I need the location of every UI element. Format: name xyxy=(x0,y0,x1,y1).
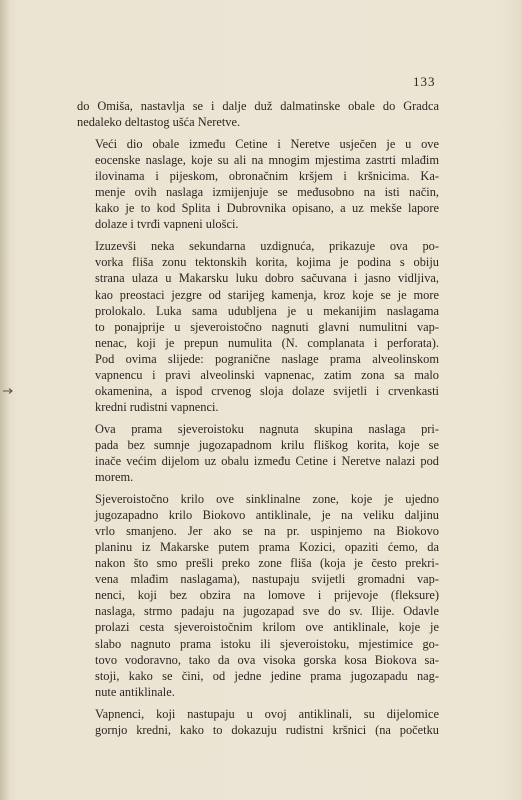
paragraph xyxy=(77,421,439,485)
text-line: slabo nagnuto prama istoku ili sjeveroistoku, mjestimice go- xyxy=(95,636,439,651)
text-line: nenci, koji bez obzira na lomove i prijevoje (fleksure) xyxy=(95,588,439,603)
text-line: do Omiša, nastavlja se i dalje duž dalmatinske obale do Gradca xyxy=(77,99,439,113)
text-line: kao preostaci jezgre od starijeg kamenja, kroz koje se je more xyxy=(95,287,439,302)
text-line: nedaleko deltastog ušća Neretve. xyxy=(77,115,241,130)
paragraph xyxy=(77,491,439,700)
text-line: kako je to kod Splita i Dubrovnika opisano, a uz mekše lapore xyxy=(95,201,439,216)
text-line: menje ovih naslaga izmijenjuje se međusobno na isti način, xyxy=(95,185,439,200)
text-line: morem. xyxy=(95,470,134,485)
paragraph xyxy=(77,98,439,130)
text-line: vapnencu i pravi alveolinski vapnenac, zatim zona sa malo xyxy=(95,367,439,382)
text-line: nakon što smo prešli preko zone fliša (koja je često prekri- xyxy=(95,556,439,571)
text-line: pada bez sumnje jugozapadnom krilu fliškog korita, koje se xyxy=(95,437,439,452)
text-line: tovo vodoravno, tako da ova visoka gorska kosa Biokova sa- xyxy=(95,652,439,667)
text-line: planinu iz Makarske putem prama Kozici, opaziti ćemo, da xyxy=(95,540,439,555)
text-line: naslaga, strmo padaju na jugozapad sve do sv. Ilije. Odavle xyxy=(95,604,439,619)
page-number: 133 xyxy=(413,74,436,89)
text-line: jugozapadno krilo Biokovo antiklinale, je na veliku daljinu xyxy=(95,508,439,523)
text-line: nenac, koji je prepun numulita (N. complanata i perforata). xyxy=(95,335,439,350)
text-line: nute antiklinale. xyxy=(95,684,175,699)
text-line: Vapnenci, koji nastupaju u ovoj antiklinali, su dijelomice xyxy=(95,706,439,721)
body-text xyxy=(77,98,439,744)
text-line: Veći dio obale između Cetine i Neretve usječen je u ove xyxy=(95,137,439,152)
text-line: gornjo kredni, kako to dokazuju rudistni kršnici (na početku xyxy=(95,722,439,737)
text-line: stoji, kako se čini, od jedne jedine prama jugozapadu nag- xyxy=(95,668,439,683)
text-line: okamenina, a ispod crvenog sloja dolaze svijetli i crvenkasti xyxy=(95,383,439,398)
paragraph xyxy=(77,238,439,415)
text-line: Izuzevši neka sekundarna uzdignuća, prikazuje ova po- xyxy=(95,239,439,254)
binding-shadow xyxy=(0,0,10,800)
text-line: prolokalo. Luka sama udubljena je u mekanijim naslagama xyxy=(95,303,439,318)
text-line: eocenske naslage, koje su ali na mnogim mjestima zastrti mlađim xyxy=(95,153,439,168)
paragraph xyxy=(77,136,439,232)
text-line: vena mlađim naslagama), nastupaju svijetli gromadni vap- xyxy=(95,572,439,587)
text-line: Ova prama sjeveroistoku nagnuta skupina naslaga pri- xyxy=(95,421,439,436)
text-line: ilovinama i pijeskom, obronačnim kršjem i kršnicima. Ka- xyxy=(95,169,439,184)
text-line: vorka fliša zonu tektonskih korita, kojima je podina s obiju xyxy=(95,255,439,270)
text-line: Sjeveroistočno krilo ove sinklinalne zone, koje je ujedno xyxy=(95,492,439,507)
text-line: kredni rudistni vapnenci. xyxy=(95,399,219,414)
text-line: to ponajprije u sjeveroistočno nagnuti glavni numulitni vap- xyxy=(95,319,439,334)
text-line: inače većim dijelom uz obalu između Cetine i Neretve nalazi pod xyxy=(95,453,439,468)
text-line: prolazi cesta sjeveroistočnim krilom ove antiklinale, koje je xyxy=(95,620,439,635)
text-line: vrlo smanjeno. Jer ako se na pr. uspinjemo na Biokovo xyxy=(95,524,439,539)
text-line: Pod ovima slijede: pogranične naslage prama alveolinskom xyxy=(95,351,439,366)
paragraph xyxy=(77,706,439,738)
text-line: dolaze i tvrđi vapneni ulošci. xyxy=(95,217,239,232)
text-line: strana ulaza u Makarsku luku dobro sačuvana i jasno vidljiva, xyxy=(95,271,439,286)
margin-mark-icon xyxy=(2,387,14,395)
